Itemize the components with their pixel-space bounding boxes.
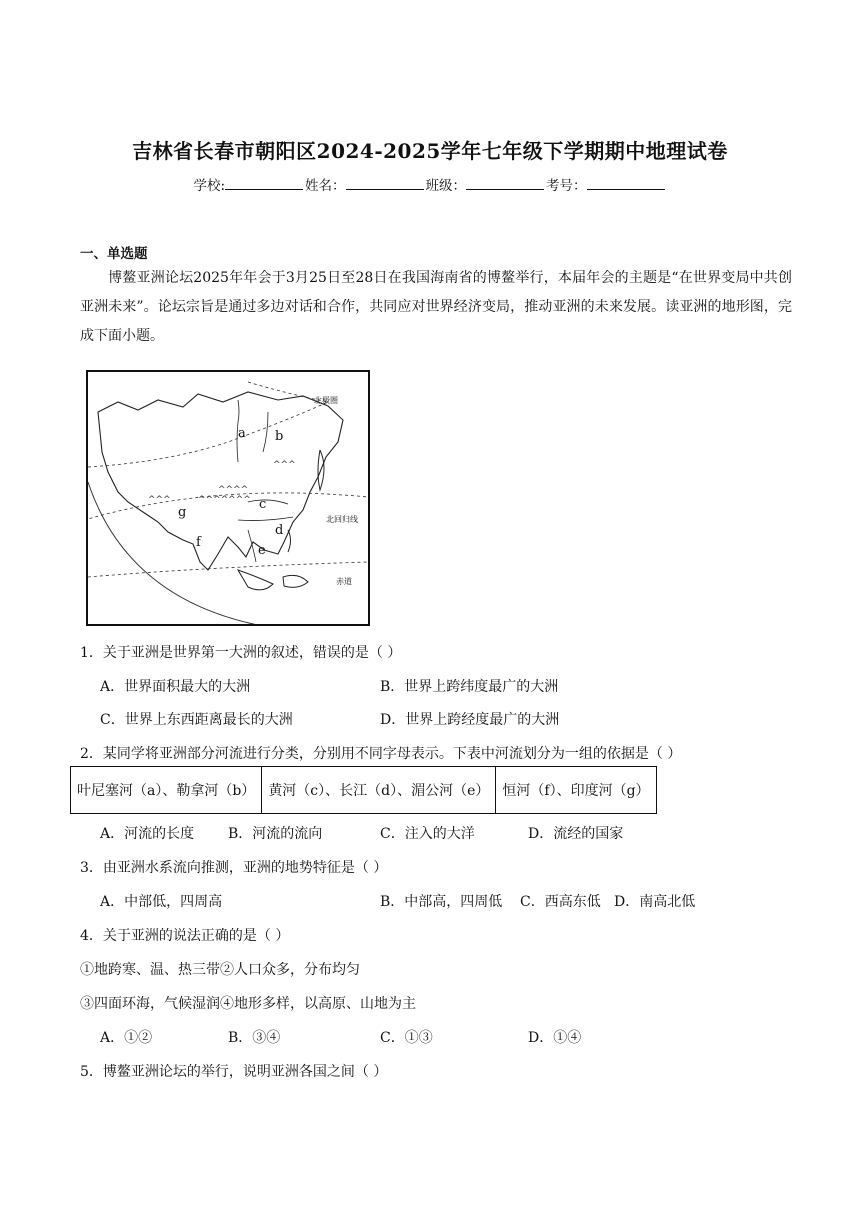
name-label: 姓名：	[305, 178, 346, 194]
asia-map-svg	[88, 372, 368, 624]
river-group-table	[70, 766, 657, 814]
mountain-marks: ^^^^^^^	[198, 495, 251, 505]
name-blank	[346, 177, 424, 190]
q2-option-b[interactable]: B．河流的流向	[228, 826, 323, 842]
question-4-stem: 4．关于亚洲的说法正确的是（ ）	[80, 928, 290, 944]
table-row	[71, 767, 657, 814]
q1-option-c[interactable]: C．世界上东西距离最长的大洲	[100, 712, 293, 728]
mountain-marks: ^^^^	[218, 485, 249, 495]
indonesia-island	[238, 570, 273, 590]
huanghe-river	[248, 500, 288, 504]
class-blank	[466, 177, 544, 190]
river-label-g: g	[178, 505, 187, 520]
q4-statements-2: ③四面环海，气候湿润④地形多样，以高原、山地为主	[80, 996, 416, 1012]
river-label-d: d	[275, 523, 284, 538]
school-label: 学校:	[193, 178, 226, 194]
latitude-line	[88, 402, 328, 467]
equator-label: 赤道	[336, 577, 352, 586]
asia-outline	[98, 392, 343, 570]
question-1-stem: 1．关于亚洲是世界第一大洲的叙述，错误的是（ ）	[80, 645, 402, 661]
equator-line	[88, 562, 368, 577]
q3-option-d[interactable]: D．南高北低	[614, 894, 696, 910]
class-label: 班级：	[425, 178, 467, 194]
table-cell-group-2: 黄河（c）、长江（d）、湄公河（e）	[262, 767, 496, 814]
q2-option-a[interactable]: A．河流的长度	[100, 826, 195, 842]
q3-option-a[interactable]: A．中部低，四周高	[100, 894, 223, 910]
river-label-e: e	[258, 543, 266, 558]
student-info-line	[0, 174, 860, 194]
exam-no-label: 考号：	[546, 178, 587, 194]
question-2-stem: 2．某同学将亚洲部分河流进行分类，分别用不同字母表示。下表中河流划分为一组的依据是（ ）	[80, 746, 682, 762]
q1-option-b[interactable]: B．世界上跨纬度最广的大洲	[380, 679, 559, 695]
river-label-f: f	[196, 535, 201, 550]
page-title: 吉林省长春市朝阳区2024-2025学年七年级下学期期中地理试卷	[132, 139, 728, 163]
passage-text: 博鳌亚洲论坛2025年年会于3月25日至28日在我国海南省的博鳌举行，本届年会的主题是“在世界变局中共创亚洲未来”。论坛宗旨是通过多边对话和合作，共同应对世界经济变局，推动亚洲的未来发展。读亚洲的地形图，完成下面小题。	[80, 270, 792, 344]
q4-option-d[interactable]: D．①④	[528, 1030, 582, 1046]
exam-no-blank	[587, 177, 665, 190]
river-label-b: b	[275, 429, 284, 444]
q4-statements-1: ①地跨寒、温、热三带②人口众多，分布均匀	[80, 962, 360, 978]
borneo-island	[283, 575, 308, 587]
q4-option-c[interactable]: C．①③	[380, 1030, 433, 1046]
mountain-marks: ^^^	[148, 495, 171, 505]
arctic-circle-label: 北极圈	[314, 396, 338, 405]
q4-option-b[interactable]: B．③④	[228, 1030, 281, 1046]
mekong-river	[248, 530, 256, 562]
tropic-of-cancer-label: 北回归线	[326, 515, 358, 524]
table-cell-group-3: 恒河（f）、印度河（g）	[496, 767, 656, 814]
question-5-stem: 5．博鳌亚洲论坛的举行，说明亚洲各国之间（ ）	[80, 1064, 388, 1080]
school-blank	[225, 177, 303, 190]
section-title: 一、单选题	[80, 246, 148, 262]
q4-option-a[interactable]: A．①②	[100, 1030, 153, 1046]
q2-option-d[interactable]: D．流经的国家	[528, 826, 624, 842]
reading-passage	[80, 264, 792, 351]
changjiang-river	[238, 517, 293, 521]
q2-option-c[interactable]: C．注入的大洋	[380, 826, 475, 842]
question-3-stem: 3．由亚洲水系流向推测，亚洲的地势特征是（ ）	[80, 860, 388, 876]
river-label-a: a	[238, 426, 246, 441]
q1-option-d[interactable]: D．世界上跨经度最广的大洲	[380, 712, 560, 728]
asia-terrain-map	[86, 370, 370, 626]
river-label-c: c	[259, 497, 267, 512]
lena-river	[263, 412, 268, 452]
q1-option-a[interactable]: A．世界面积最大的大洲	[100, 679, 251, 695]
q3-option-b[interactable]: B．中部高，四周低	[380, 894, 503, 910]
mountain-marks: ^^^	[273, 460, 296, 470]
q3-option-c[interactable]: C．西高东低	[520, 894, 601, 910]
table-cell-group-1: 叶尼塞河（a）、勒拿河（b）	[71, 767, 262, 814]
